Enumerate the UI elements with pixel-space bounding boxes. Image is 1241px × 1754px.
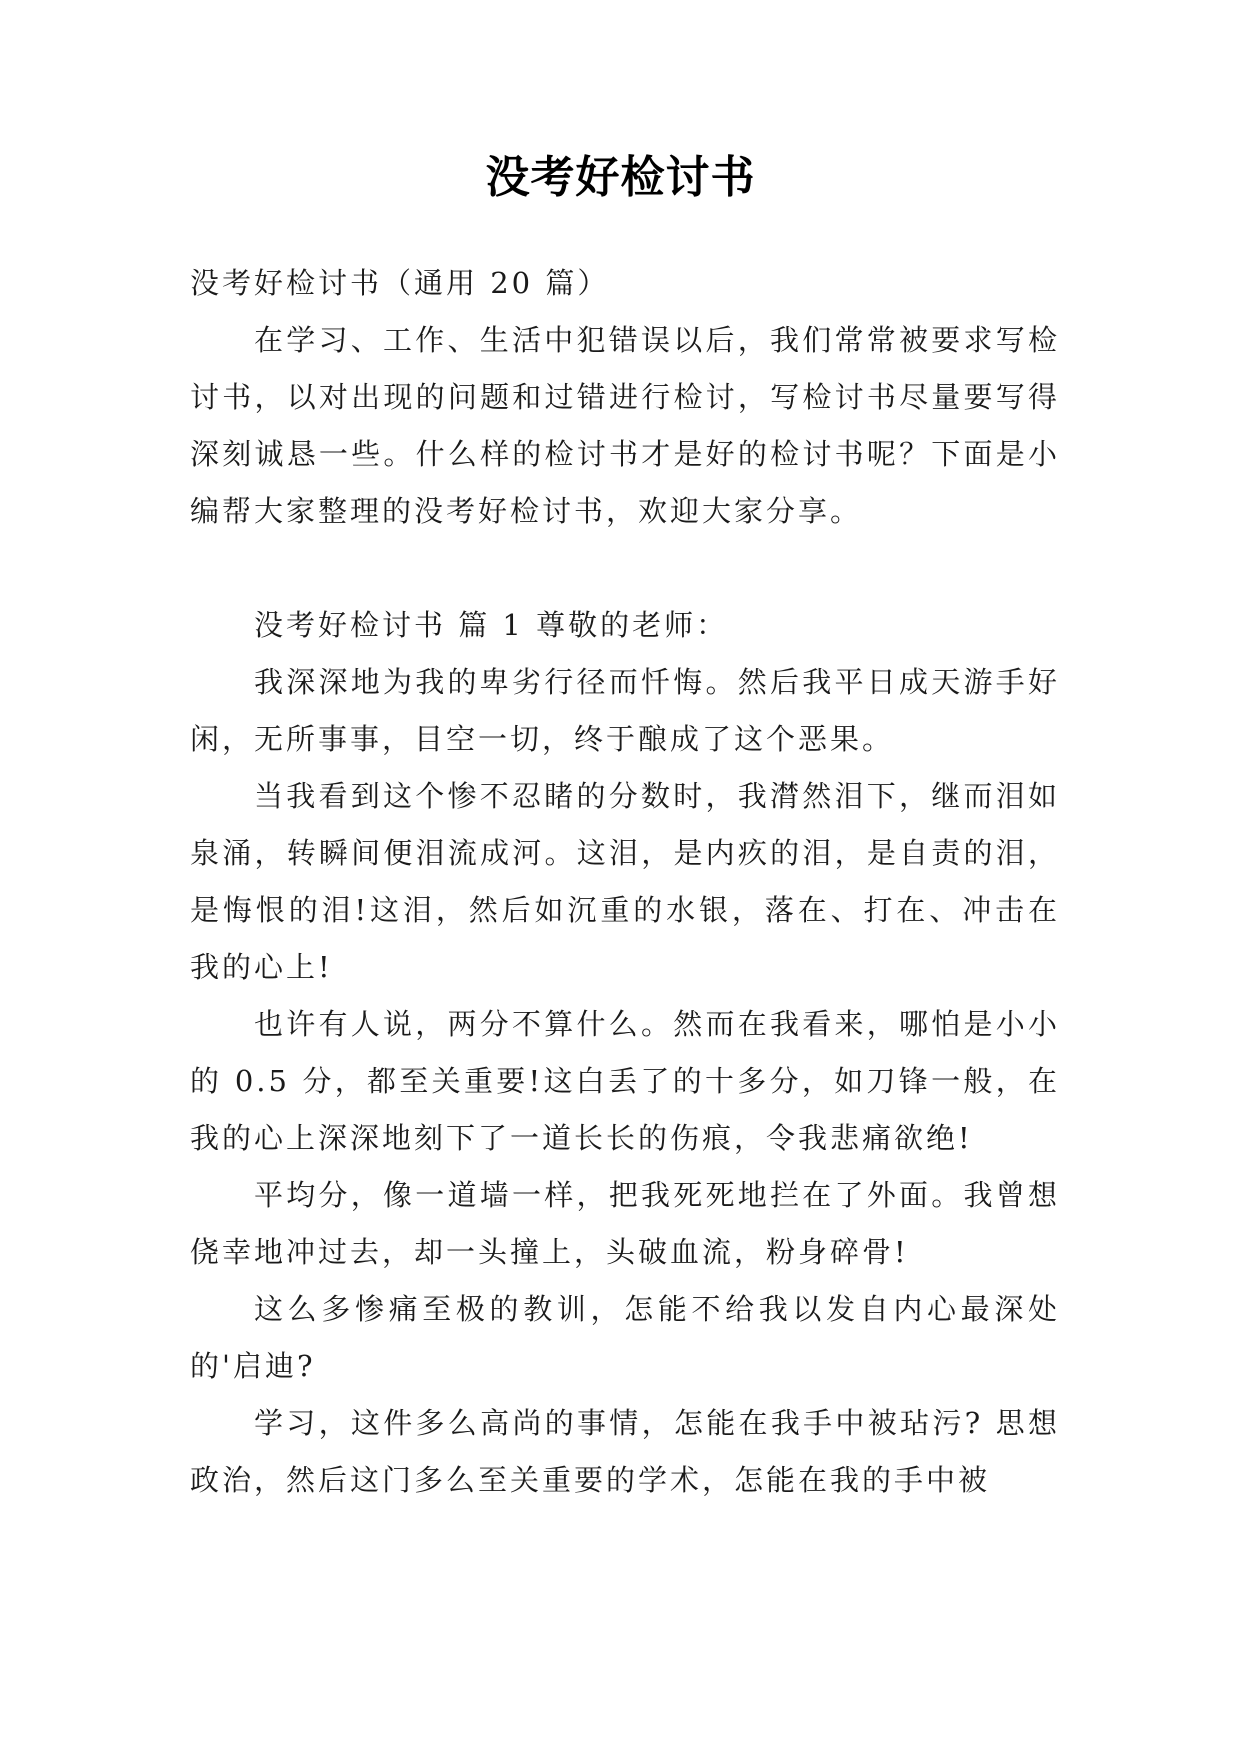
section-heading: 没考好检讨书 篇 1 尊敬的老师：: [254, 608, 729, 642]
intro-paragraph: 在学习、工作、生活中犯错误以后，我们常常被要求写检讨书，以对出现的问题和过错进行检讨，写检讨书尽量要写得深刻诚恳一些。什么样的检讨书才是好的检讨书呢？下面是小编帮大家整理的没考好检讨书，欢迎大家分享。: [190, 323, 1060, 528]
body-paragraph: 我深深地为我的卑劣行径而忏悔。然后我平日成天游手好闲，无所事事，目空一切，终于酿成了这个恶果。: [190, 665, 1060, 756]
document-subtitle: 没考好检讨书（通用 20 篇）: [190, 266, 610, 300]
body-paragraph: 平均分，像一道墙一样，把我死死地拦在了外面。我曾想侥幸地冲过去，却一头撞上，头破血流，粉身碎骨!: [190, 1178, 1060, 1269]
section-spacer: [190, 540, 1060, 597]
body-paragraph: 学习，这件多么高尚的事情，怎能在我手中被玷污? 思想政治，然后这门多么至关重要的学术，怎能在我的手中被: [190, 1406, 1060, 1497]
document-title: 没考好检讨书: [485, 152, 756, 203]
body-paragraph: 也许有人说，两分不算什么。然而在我看来，哪怕是小小的 0.5 分，都至关重要!这白丢了的十多分，如刀锋一般，在我的心上深深地刻下了一道长长的伤痕，令我悲痛欲绝!: [190, 1007, 1060, 1155]
body-paragraph: 这么多惨痛至极的教训，怎能不给我以发自内心最深处的'启迪?: [190, 1292, 1060, 1383]
document-body: [190, 255, 1060, 1509]
body-paragraph: 当我看到这个惨不忍睹的分数时，我潸然泪下，继而泪如泉涌，转瞬间便泪流成河。这泪，是内疚的泪，是自责的泪，是悔恨的泪!这泪，然后如沉重的水银，落在、打在、冲击在我的心上!: [190, 779, 1060, 984]
